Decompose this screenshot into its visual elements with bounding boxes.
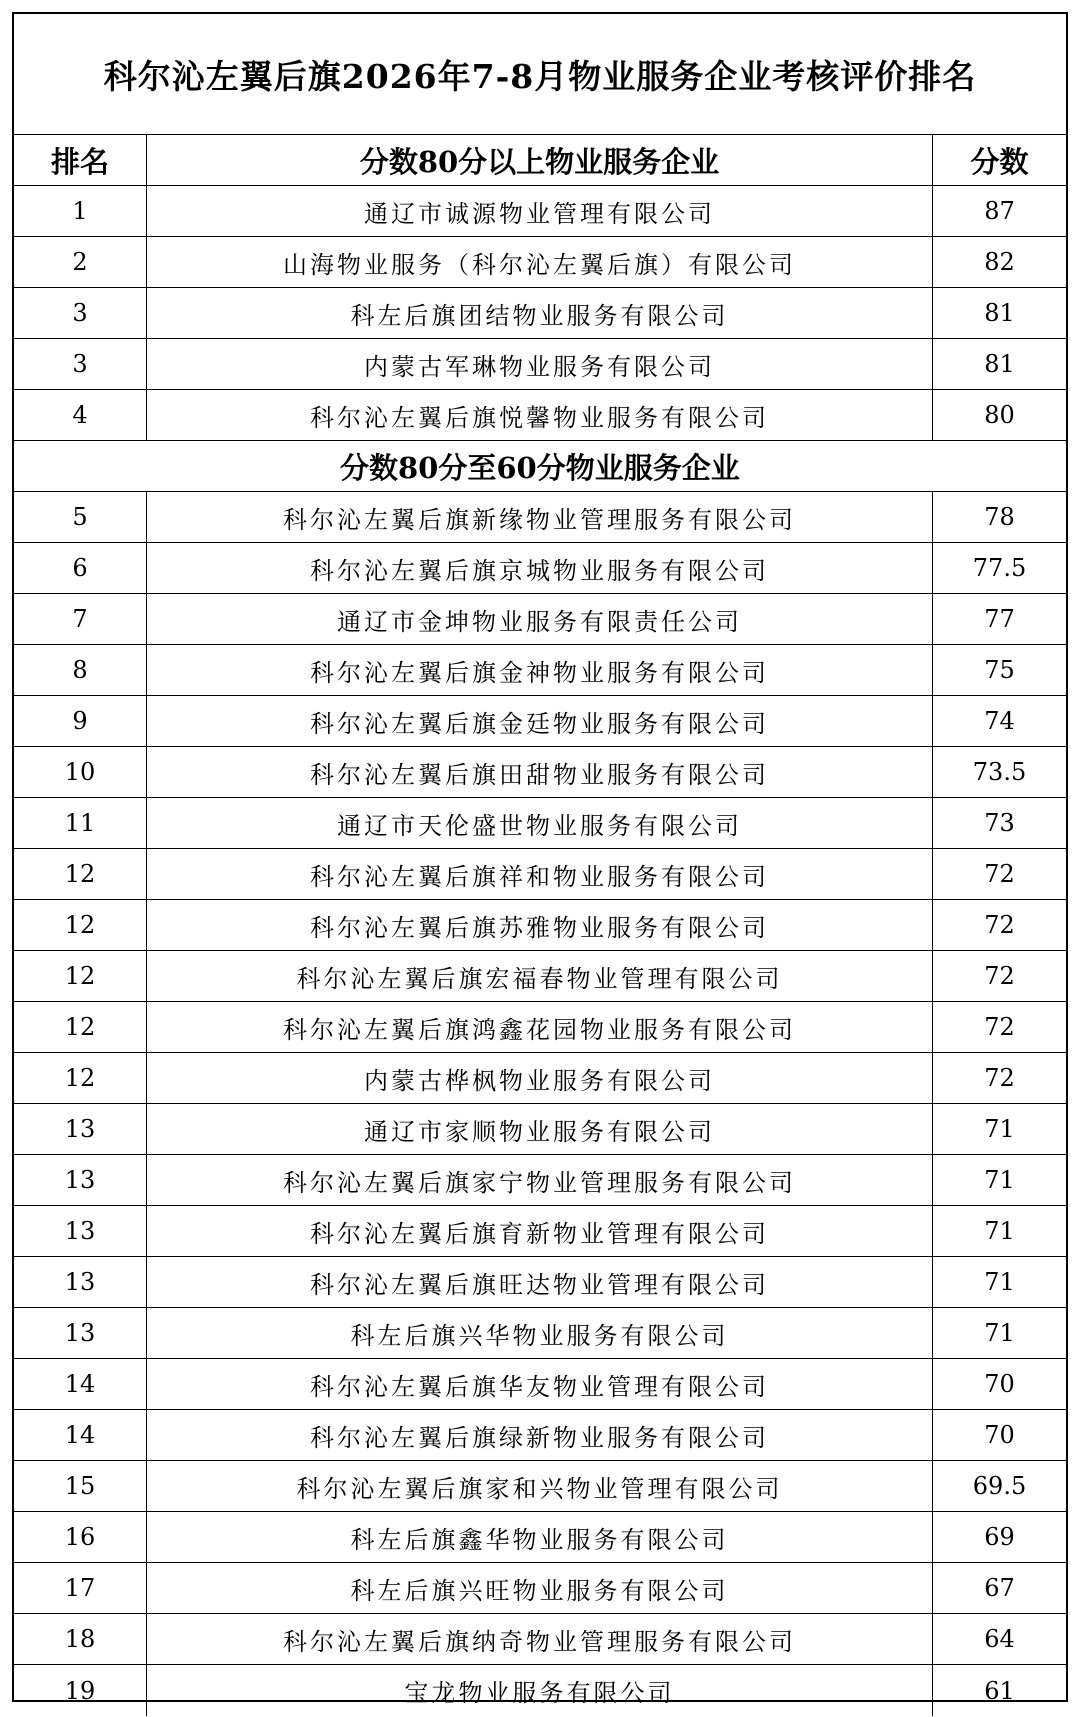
score-cell: 82 [984, 248, 1015, 276]
header-row [14, 135, 1066, 186]
table-row [14, 1206, 1066, 1257]
page-title: 科尔沁左翼后旗2026年7-8月物业服务企业考核评价排名 [14, 14, 1066, 135]
score-cell: 72 [984, 911, 1015, 939]
rank-cell: 15 [14, 1461, 147, 1511]
rank-cell: 12 [14, 900, 147, 950]
table-row [14, 186, 1066, 237]
company-name-cell: 科左后旗兴旺物业服务有限公司 [147, 1563, 933, 1613]
company-name-cell: 科尔沁左翼后旗旺达物业管理有限公司 [147, 1257, 933, 1307]
rank-cell: 8 [14, 645, 147, 695]
section2-blank [14, 441, 147, 491]
score-cell: 71 [984, 1115, 1015, 1143]
rank-cell: 18 [14, 1614, 147, 1664]
company-name-cell: 科左后旗鑫华物业服务有限公司 [147, 1512, 933, 1562]
score-cell: 73 [984, 809, 1015, 837]
company-name-cell: 科尔沁左翼后旗金廷物业服务有限公司 [147, 696, 933, 746]
table-row [14, 492, 1066, 543]
company-name-cell: 科尔沁左翼后旗苏雅物业服务有限公司 [147, 900, 933, 950]
company-name-cell: 通辽市家顺物业服务有限公司 [147, 1104, 933, 1154]
group1-rows [14, 186, 1066, 441]
score-cell: 72 [984, 1013, 1015, 1041]
score-cell: 77.5 [972, 554, 1027, 582]
score-cell: 71 [984, 1319, 1015, 1347]
table-row [14, 1359, 1066, 1410]
company-name-cell: 科尔沁左翼后旗京城物业服务有限公司 [147, 543, 933, 593]
score-cell: 87 [984, 197, 1015, 225]
rank-cell: 17 [14, 1563, 147, 1613]
header-rank: 排名 [14, 135, 147, 185]
company-name-cell: 科尔沁左翼后旗宏福春物业管理有限公司 [147, 951, 933, 1001]
score-cell: 74 [984, 707, 1015, 735]
company-name-cell: 科尔沁左翼后旗绿新物业服务有限公司 [147, 1410, 933, 1460]
score-cell: 61 [984, 1676, 1015, 1705]
company-name-cell: 科尔沁左翼后旗金神物业服务有限公司 [147, 645, 933, 695]
table-row [14, 798, 1066, 849]
company-name-cell: 山海物业服务（科尔沁左翼后旗）有限公司 [147, 237, 933, 287]
company-name-cell: 内蒙古桦枫物业服务有限公司 [147, 1053, 933, 1103]
rank-cell: 10 [14, 747, 147, 797]
section2-row [14, 441, 1066, 492]
header-section1-label: 分数80分以上物业服务企业 [147, 135, 933, 185]
rank-cell: 13 [14, 1155, 147, 1205]
company-name-cell: 科左后旗团结物业服务有限公司 [147, 288, 933, 338]
table-row [14, 1461, 1066, 1512]
score-cell: 71 [984, 1166, 1015, 1194]
table-row [14, 390, 1066, 441]
score-cell: 69 [984, 1523, 1015, 1551]
score-cell: 72 [984, 962, 1015, 990]
company-name-cell: 科尔沁左翼后旗育新物业管理有限公司 [147, 1206, 933, 1256]
table-row [14, 747, 1066, 798]
rank-cell: 12 [14, 1053, 147, 1103]
company-name-cell: 科尔沁左翼后旗鸿鑫花园物业服务有限公司 [147, 1002, 933, 1052]
table-row [14, 1665, 1066, 1716]
company-name-cell: 宝龙物业服务有限公司 [147, 1665, 933, 1716]
company-name-cell: 科尔沁左翼后旗华友物业管理有限公司 [147, 1359, 933, 1409]
rank-cell: 14 [14, 1410, 147, 1460]
rank-cell: 12 [14, 1002, 147, 1052]
company-name-cell: 科尔沁左翼后旗纳奇物业管理服务有限公司 [147, 1614, 933, 1664]
company-name-cell: 科尔沁左翼后旗悦馨物业服务有限公司 [147, 390, 933, 440]
rank-cell: 5 [14, 492, 147, 542]
table-row [14, 1410, 1066, 1461]
company-name-cell: 科尔沁左翼后旗祥和物业服务有限公司 [147, 849, 933, 899]
table-row [14, 900, 1066, 951]
company-name-cell: 科尔沁左翼后旗家宁物业管理服务有限公司 [147, 1155, 933, 1205]
rank-cell: 19 [14, 1665, 147, 1716]
company-name-cell: 通辽市诚源物业管理有限公司 [147, 186, 933, 236]
company-name-cell: 科尔沁左翼后旗家和兴物业管理有限公司 [147, 1461, 933, 1511]
score-cell: 69.5 [972, 1472, 1027, 1500]
table-row [14, 1002, 1066, 1053]
table-row [14, 1308, 1066, 1359]
rank-cell: 2 [14, 237, 147, 287]
rank-cell: 16 [14, 1512, 147, 1562]
score-cell: 78 [984, 503, 1015, 531]
score-cell: 70 [984, 1421, 1015, 1449]
score-cell: 64 [984, 1625, 1015, 1653]
header-score: 分数 [970, 144, 1029, 179]
rank-cell: 13 [14, 1257, 147, 1307]
company-name-cell: 内蒙古军琳物业服务有限公司 [147, 339, 933, 389]
rank-cell: 13 [14, 1308, 147, 1358]
company-name-cell: 科尔沁左翼后旗新缘物业管理服务有限公司 [147, 492, 933, 542]
company-name-cell: 通辽市天伦盛世物业服务有限公司 [147, 798, 933, 848]
score-cell: 72 [984, 860, 1015, 888]
table-row [14, 237, 1066, 288]
rank-cell: 1 [14, 186, 147, 236]
ranking-table [12, 12, 1068, 1707]
rank-cell: 4 [14, 390, 147, 440]
company-name-cell: 通辽市金坤物业服务有限责任公司 [147, 594, 933, 644]
rank-cell: 3 [14, 288, 147, 338]
section2-label: 分数80分至60分物业服务企业 [340, 450, 740, 485]
rank-cell: 9 [14, 696, 147, 746]
table-row [14, 1155, 1066, 1206]
score-cell: 71 [984, 1217, 1015, 1245]
table-row [14, 1104, 1066, 1155]
table-row [14, 951, 1066, 1002]
score-cell: 71 [984, 1268, 1015, 1296]
rank-cell: 7 [14, 594, 147, 644]
table-row [14, 1614, 1066, 1665]
score-cell: 67 [984, 1574, 1015, 1602]
score-cell: 73.5 [972, 758, 1027, 786]
score-cell: 72 [984, 1064, 1015, 1092]
company-name-cell: 科左后旗兴华物业服务有限公司 [147, 1308, 933, 1358]
score-cell: 81 [984, 299, 1015, 327]
table-row [14, 645, 1066, 696]
rank-cell: 6 [14, 543, 147, 593]
rank-cell: 13 [14, 1104, 147, 1154]
group2-rows [14, 492, 1066, 1716]
score-cell: 81 [984, 350, 1015, 378]
rank-cell: 12 [14, 849, 147, 899]
table-row [14, 1053, 1066, 1104]
rank-cell: 13 [14, 1206, 147, 1256]
table-row [14, 288, 1066, 339]
table-row [14, 594, 1066, 645]
score-cell: 70 [984, 1370, 1015, 1398]
score-cell: 75 [984, 656, 1015, 684]
table-row [14, 339, 1066, 390]
rank-cell: 11 [14, 798, 147, 848]
table-row [14, 1257, 1066, 1308]
table-row [14, 696, 1066, 747]
score-cell: 77 [984, 605, 1015, 633]
rank-cell: 3 [14, 339, 147, 389]
table-row [14, 1563, 1066, 1614]
table-row [14, 849, 1066, 900]
company-name-cell: 科尔沁左翼后旗田甜物业服务有限公司 [147, 747, 933, 797]
table-row [14, 1512, 1066, 1563]
rank-cell: 14 [14, 1359, 147, 1409]
table-row [14, 543, 1066, 594]
rank-cell: 12 [14, 951, 147, 1001]
score-cell: 80 [984, 401, 1015, 429]
